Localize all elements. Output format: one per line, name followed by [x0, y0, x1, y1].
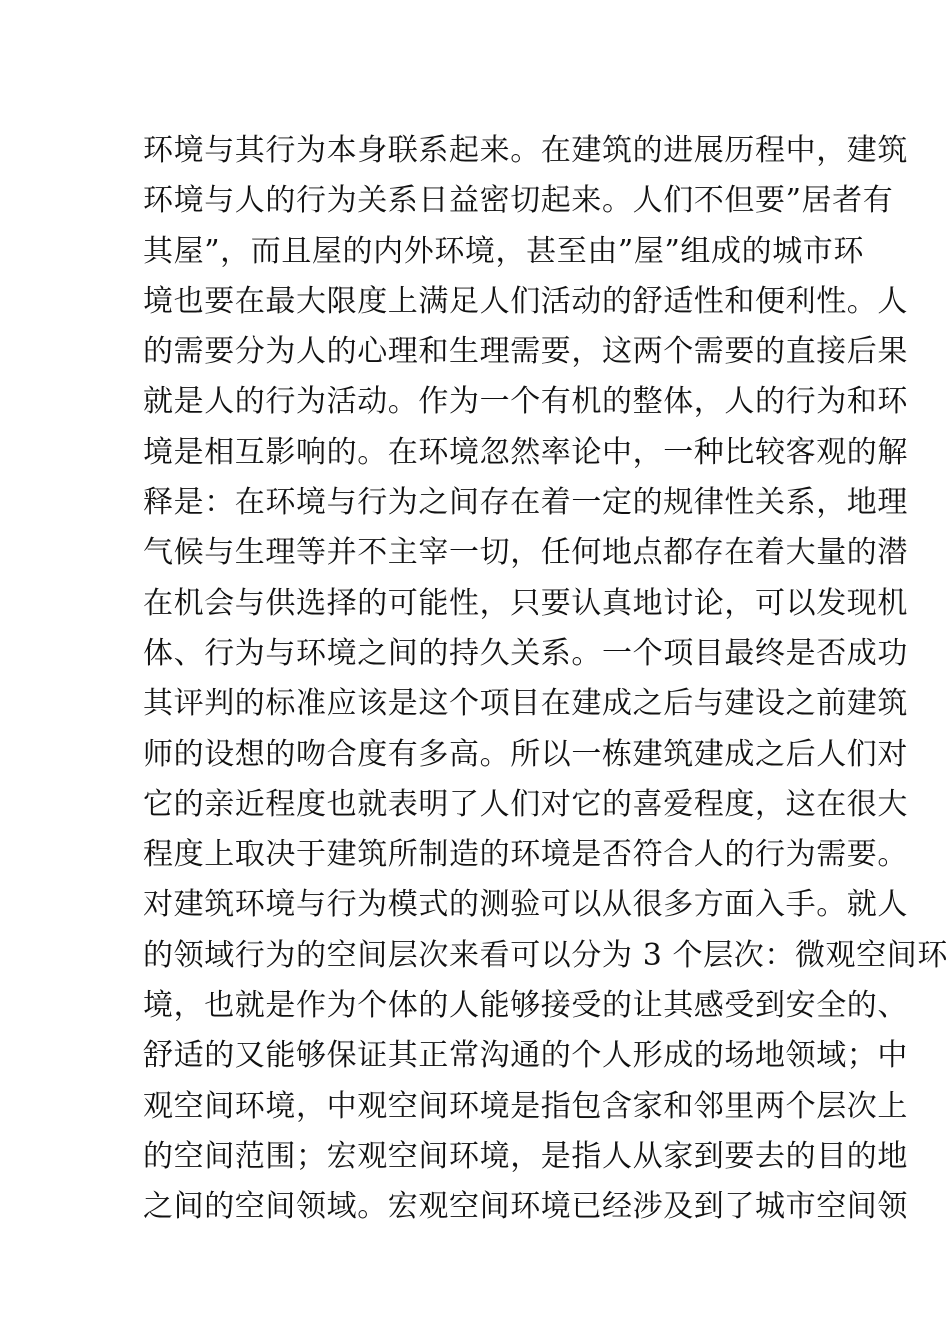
- text-line: 程度上取决于建筑所制造的环境是否符合人的行为需要。: [143, 837, 908, 873]
- text-line: 对建筑环境与行为模式的测验可以从很多方面入手。就人: [143, 887, 908, 923]
- text-line: 它的亲近程度也就表明了人们对它的喜爱程度，这在很大: [143, 786, 908, 822]
- text-line: 环境与人的行为关系日益密切起来。人们不但要”居者有: [143, 183, 894, 219]
- body-text: [143, 126, 948, 1233]
- text-line: 环境与其行为本身联系起来。在建筑的进展历程中，建筑: [143, 133, 908, 168]
- text-line: 的领域行为的空间层次来看可以分为 3 个层次：微观空间环: [143, 937, 948, 973]
- text-line: 舒适的又能够保证其正常沟通的个人形成的场地领域；中: [143, 1038, 908, 1074]
- text-line: 境是相互影响的。在环境忽然率论中，一种比较客观的解: [143, 434, 908, 470]
- text-line: 境也要在最大限度上满足人们活动的舒适性和便利性。人: [143, 283, 908, 319]
- text-line: 其屋”，而且屋的内外环境，甚至由”屋”组成的城市环: [143, 233, 865, 269]
- text-line: 在机会与供选择的可能性，只要认真地讨论，可以发现机: [143, 585, 908, 621]
- text-line: 就是人的行为活动。作为一个有机的整体，人的行为和环: [143, 384, 908, 420]
- text-line: 气候与生理等并不主宰一切，任何地点都存在着大量的潜: [143, 535, 908, 571]
- text-line: 观空间环境，中观空间环境是指包含家和邻里两个层次上: [143, 1088, 908, 1124]
- text-line: 体、行为与环境之间的持久关系。一个项目最终是否成功: [143, 635, 908, 671]
- text-line: 的空间范围；宏观空间环境，是指人从家到要去的目的地: [143, 1138, 908, 1174]
- text-line: 其评判的标准应该是这个项目在建成之后与建设之前建筑: [143, 686, 908, 722]
- text-line: 释是：在环境与行为之间存在着一定的规律性关系，地理: [143, 485, 908, 521]
- text-line: 的需要分为人的心理和生理需要，这两个需要的直接后果: [143, 334, 908, 370]
- text-line: 师的设想的吻合度有多高。所以一栋建筑建成之后人们对: [143, 736, 908, 772]
- text-line: 之间的空间领域。宏观空间环境已经涉及到了城市空间领: [143, 1189, 908, 1225]
- text-line: 境，也就是作为个体的人能够接受的让其感受到安全的、: [143, 988, 908, 1024]
